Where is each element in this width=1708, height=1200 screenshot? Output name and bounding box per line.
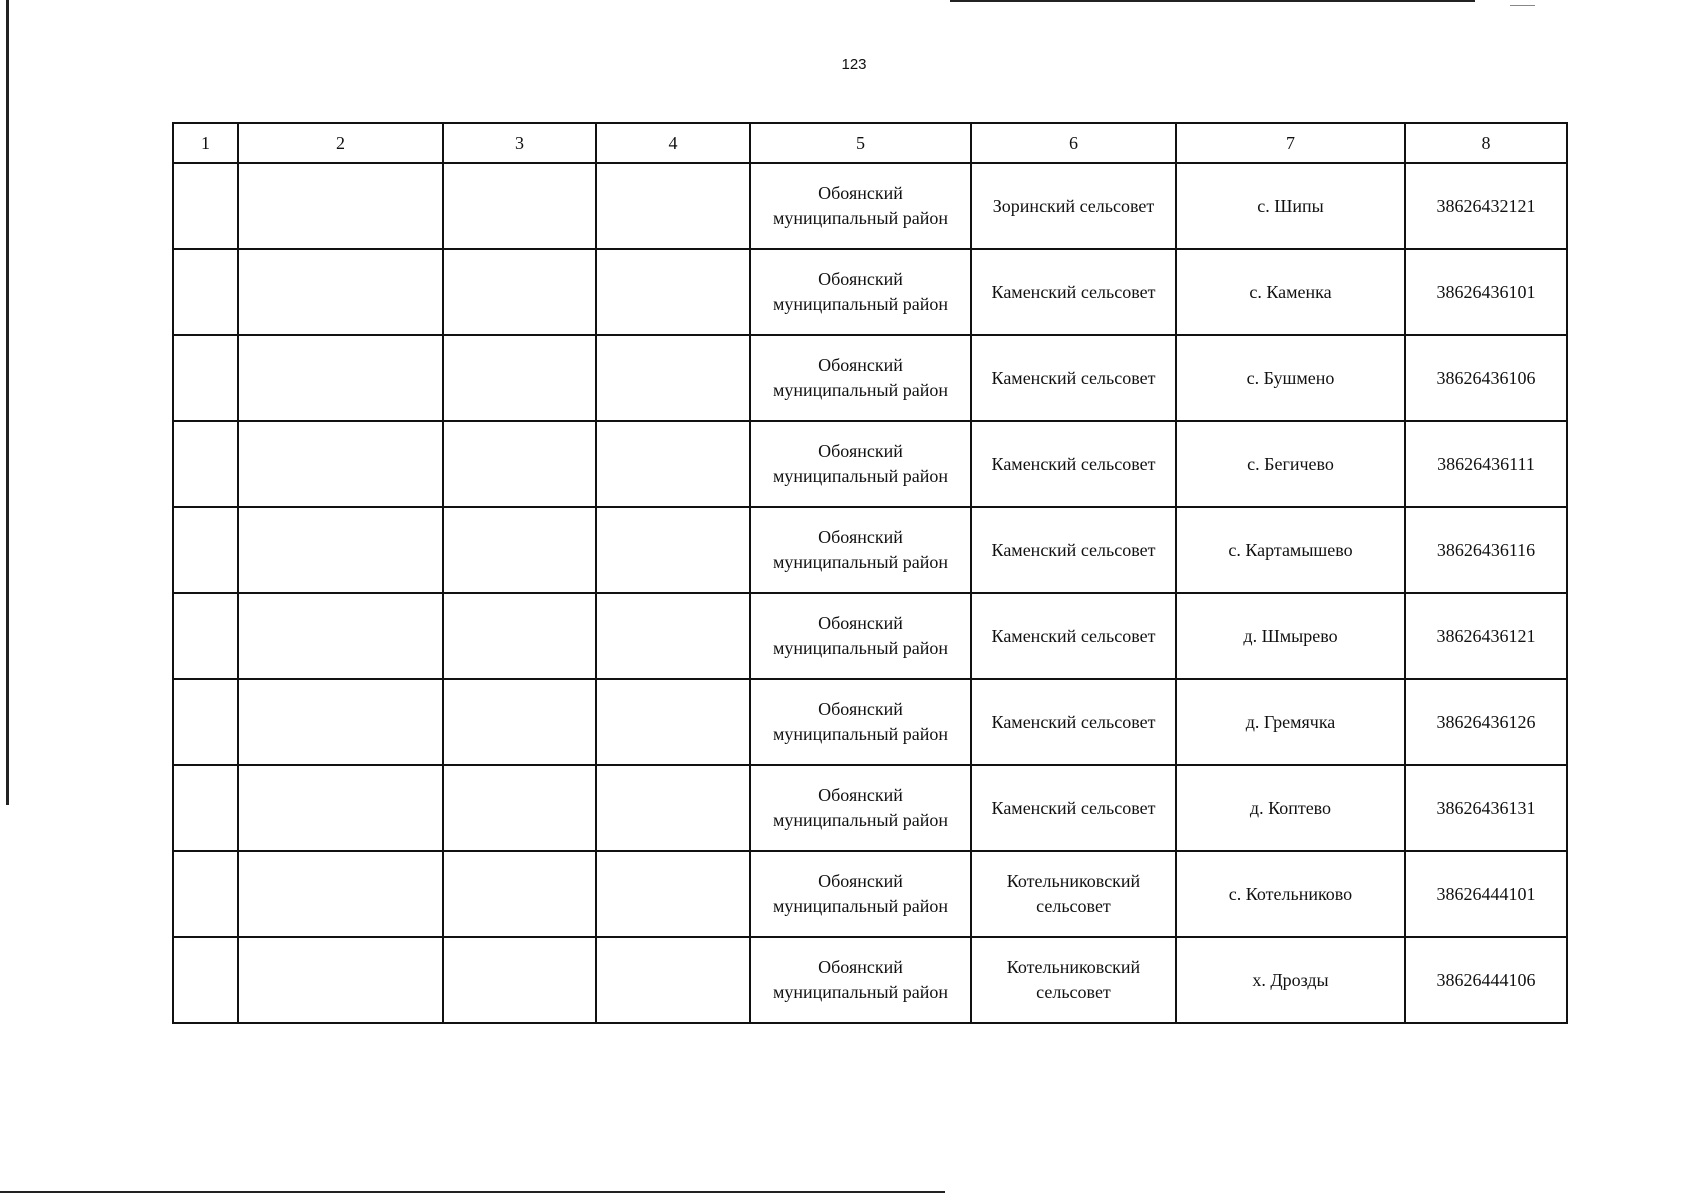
council-cell: Каменский сельсовет <box>971 335 1176 421</box>
table-row <box>173 679 1567 765</box>
table-cell <box>238 249 443 335</box>
table-cell <box>238 163 443 249</box>
district-cell: Обоянский муниципальный район <box>750 679 971 765</box>
table-cell <box>443 593 596 679</box>
table-cell <box>173 937 238 1023</box>
table-body <box>173 163 1567 1023</box>
table-cell <box>238 593 443 679</box>
settlements-table <box>172 122 1568 1024</box>
column-header: 4 <box>596 123 750 163</box>
table-row <box>173 765 1567 851</box>
table-cell <box>596 507 750 593</box>
column-header: 1 <box>173 123 238 163</box>
code-cell: 38626436111 <box>1405 421 1567 507</box>
council-cell: Каменский сельсовет <box>971 765 1176 851</box>
council-cell: Каменский сельсовет <box>971 593 1176 679</box>
table-header <box>173 123 1567 163</box>
code-cell: 38626444101 <box>1405 851 1567 937</box>
code-cell: 38626432121 <box>1405 163 1567 249</box>
code-cell: 38626436106 <box>1405 335 1567 421</box>
column-header: 5 <box>750 123 971 163</box>
council-cell: Котельниковский сельсовет <box>971 851 1176 937</box>
column-header: 7 <box>1176 123 1405 163</box>
code-cell: 38626436121 <box>1405 593 1567 679</box>
settlement-cell: с. Котельниково <box>1176 851 1405 937</box>
settlement-cell: д. Гремячка <box>1176 679 1405 765</box>
district-cell: Обоянский муниципальный район <box>750 593 971 679</box>
table-cell <box>596 937 750 1023</box>
table-cell <box>596 765 750 851</box>
council-cell: Каменский сельсовет <box>971 249 1176 335</box>
table-cell <box>443 163 596 249</box>
table-cell <box>443 851 596 937</box>
table-cell <box>443 249 596 335</box>
table-cell <box>596 593 750 679</box>
table-cell <box>173 679 238 765</box>
code-cell: 38626444106 <box>1405 937 1567 1023</box>
scan-top-edge-mark <box>1510 5 1535 6</box>
table-cell <box>173 851 238 937</box>
district-cell: Обоянский муниципальный район <box>750 249 971 335</box>
table-row <box>173 335 1567 421</box>
table-cell <box>443 679 596 765</box>
table-cell <box>173 249 238 335</box>
settlement-cell: с. Бушмено <box>1176 335 1405 421</box>
table-cell <box>173 335 238 421</box>
table-cell <box>443 507 596 593</box>
table-cell <box>443 765 596 851</box>
council-cell: Котельниковский сельсовет <box>971 937 1176 1023</box>
table-cell <box>596 421 750 507</box>
table-cell <box>173 163 238 249</box>
table-cell <box>596 163 750 249</box>
code-cell: 38626436101 <box>1405 249 1567 335</box>
code-cell: 38626436126 <box>1405 679 1567 765</box>
column-header: 6 <box>971 123 1176 163</box>
table-cell <box>596 335 750 421</box>
district-cell: Обоянский муниципальный район <box>750 937 971 1023</box>
district-cell: Обоянский муниципальный район <box>750 765 971 851</box>
table-row <box>173 163 1567 249</box>
table-cell <box>238 765 443 851</box>
table-cell <box>238 335 443 421</box>
header-row <box>173 123 1567 163</box>
code-cell: 38626436131 <box>1405 765 1567 851</box>
settlement-cell: с. Картамышево <box>1176 507 1405 593</box>
settlement-cell: д. Коптево <box>1176 765 1405 851</box>
table-row <box>173 249 1567 335</box>
district-cell: Обоянский муниципальный район <box>750 421 971 507</box>
settlement-cell: с. Шипы <box>1176 163 1405 249</box>
code-cell: 38626436116 <box>1405 507 1567 593</box>
table-row <box>173 421 1567 507</box>
table-cell <box>173 765 238 851</box>
settlement-cell: д. Шмырево <box>1176 593 1405 679</box>
table-cell <box>596 851 750 937</box>
column-header: 2 <box>238 123 443 163</box>
table-row <box>173 593 1567 679</box>
table-cell <box>238 679 443 765</box>
column-header: 8 <box>1405 123 1567 163</box>
council-cell: Каменский сельсовет <box>971 421 1176 507</box>
table-cell <box>173 593 238 679</box>
settlement-cell: с. Каменка <box>1176 249 1405 335</box>
district-cell: Обоянский муниципальный район <box>750 163 971 249</box>
settlement-cell: с. Бегичево <box>1176 421 1405 507</box>
district-cell: Обоянский муниципальный район <box>750 507 971 593</box>
district-cell: Обоянский муниципальный район <box>750 335 971 421</box>
table-cell <box>443 421 596 507</box>
table-cell <box>238 851 443 937</box>
settlement-cell: х. Дрозды <box>1176 937 1405 1023</box>
page-number: 123 <box>841 56 867 73</box>
table-cell <box>443 937 596 1023</box>
table-cell <box>443 335 596 421</box>
scan-bottom-edge <box>0 1191 945 1193</box>
table-cell <box>173 507 238 593</box>
council-cell: Зоринский сельсовет <box>971 163 1176 249</box>
table-cell <box>596 679 750 765</box>
table-cell <box>238 421 443 507</box>
table-row <box>173 937 1567 1023</box>
table-row <box>173 851 1567 937</box>
table-cell <box>596 249 750 335</box>
district-cell: Обоянский муниципальный район <box>750 851 971 937</box>
table-cell <box>173 421 238 507</box>
table-cell <box>238 937 443 1023</box>
council-cell: Каменский сельсовет <box>971 507 1176 593</box>
table-cell <box>238 507 443 593</box>
council-cell: Каменский сельсовет <box>971 679 1176 765</box>
scan-top-edge <box>950 0 1475 2</box>
column-header: 3 <box>443 123 596 163</box>
scan-left-edge <box>6 0 9 805</box>
table-row <box>173 507 1567 593</box>
